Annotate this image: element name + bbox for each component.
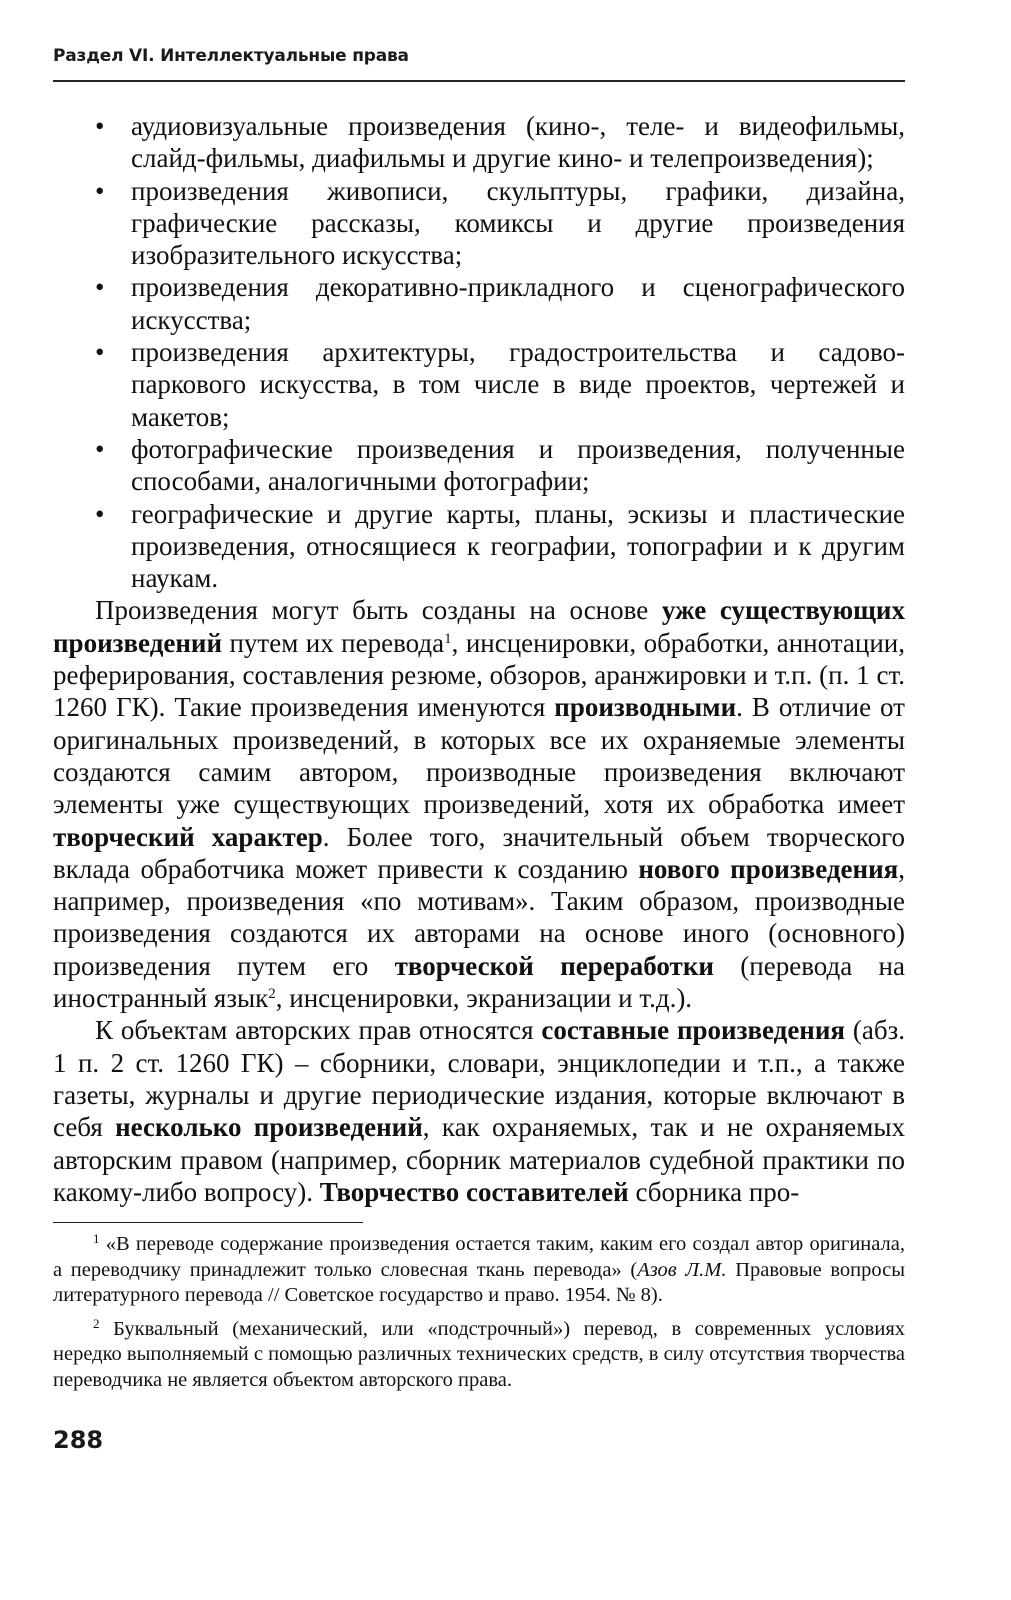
header-rule (53, 80, 905, 82)
bold-term: уже существующих произведений (53, 595, 905, 658)
text-run: , инсценировки, обработки, аннотации, реферирования, составления резюме, обзоров, аранжировки и т.п. (п. 1 ст. 1260 ГК). Такие произведения именуются (53, 627, 905, 723)
text-run: (абз. 1 п. 2 ст. 1260 ГК) – сборники, словари, энциклопедии и т.п., а также газеты, журналы и другие периодические издания, которые включают в себя (53, 1015, 905, 1143)
footnote-text: «В переводе содержание произведения остается таким, каким его создал автор оригинала, а переводчику принадлежит только словесная ткань перевода» ( (53, 1233, 906, 1281)
text-run: , инсценировки, экранизации и т.д.). (275, 983, 693, 1014)
list-item: • произведения живописи, скульптуры, графики, дизайна, графические рассказы, комиксы и другие произведения изобразительного искусства; (53, 175, 905, 272)
bold-term: Творчество составителей (319, 1176, 629, 1207)
bold-term: несколько произведений (115, 1112, 423, 1143)
paragraph-derivative-works (53, 594, 905, 1014)
list-item: • произведения архитектуры, градостроительства и садово-паркового искусства, в том числе в виде проектов, чертежей и макетов; (53, 336, 905, 433)
footnote-2 (53, 1317, 905, 1394)
footnote-mark: 1 (93, 1231, 100, 1246)
footnotes (53, 1232, 905, 1401)
running-head: Раздел VI. Интеллектуальные права (53, 46, 409, 66)
footnote-text: Буквальный (механический, или «подстрочный») перевод, в современных условиях нередко выполняемый с помощью различных технических средств, в силу отсутствия творчества переводчика не является объектом авторского права. (53, 1317, 905, 1391)
footnote-ref-1[interactable]: 1 (444, 630, 452, 647)
main-text (53, 110, 905, 1208)
works-list (53, 110, 905, 594)
text-run: , как охраняемых, так и не охраняемых авторским правом (например, сборник материалов судебной практики по какому-либо вопросу). (53, 1112, 906, 1207)
bold-term: нового произведения (638, 853, 899, 884)
list-item: • географические и другие карты, планы, эскизы и пластические произведения, относящиеся к географии, топографии и к другим наукам. (53, 498, 905, 595)
bold-term: творческий характер (53, 821, 323, 852)
text-run: Произведения могут быть созданы на основе (95, 595, 662, 626)
text-run: путем их перевода (222, 627, 445, 658)
list-item: • фотографические произведения и произведения, полученные способами, аналогичными фотографии; (53, 433, 905, 498)
text-run: (перевода на иностранный язык (53, 950, 905, 1014)
footnote-separator (53, 1222, 363, 1223)
bold-term: производными (554, 692, 737, 723)
footnote-mark: 2 (93, 1315, 100, 1331)
footnote-author: Азов Л.М. (637, 1258, 727, 1281)
bold-term: составные произведения (541, 1015, 846, 1046)
text-run: . Более того, значительный объем творческого вклада обработчика может привести к созданию (53, 821, 905, 884)
text-run: . В отличие от оригинальных произведений, в которых все их охраняемые элементы создаются самим автором, производные произведения включают элементы уже существующих произведений, хотя их обработка имеет (53, 692, 905, 820)
page-number: 288 (53, 1426, 104, 1454)
text-run: К объектам авторских прав относятся (95, 1015, 542, 1046)
footnote-ref-2[interactable]: 2 (268, 986, 276, 1003)
list-item: • аудиовизуальные произведения (кино-, теле- и видеофильмы, слайд-фильмы, диафильмы и другие кино- и телепроизведения); (53, 110, 905, 175)
text-run: сборника про- (628, 1176, 800, 1207)
bold-term: творческой переработки (394, 950, 714, 981)
paragraph-compound-works (53, 1014, 905, 1208)
footnote-1 (53, 1232, 905, 1309)
list-item: • произведения декоративно-прикладного и сценографического искусства; (53, 271, 905, 336)
footnote-text: Правовые вопросы литературного перевода // Советское государство и право. 1954. № 8). (53, 1258, 906, 1306)
text-run: , например, произведения «по мотивам». Таким образом, производные произведения создаются их авторами на основе иного (основного) произведения путем его (53, 853, 905, 981)
